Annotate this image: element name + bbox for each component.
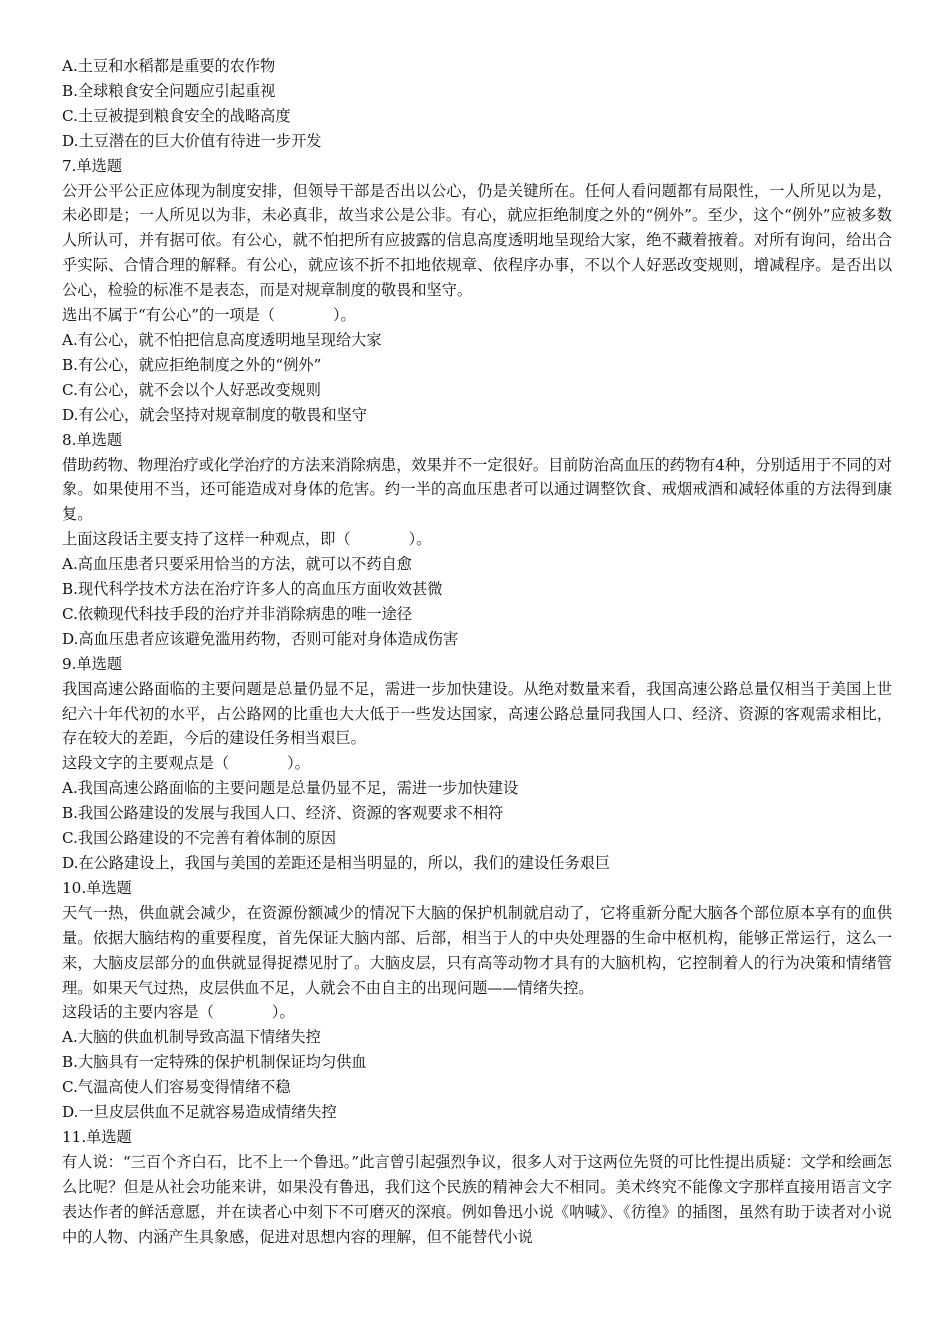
question-7: [62, 154, 892, 428]
option-c: C.我国公路建设的不完善有着体制的原因: [62, 829, 337, 848]
question-stem: 这段文字的主要观点是（ ）。: [62, 754, 310, 773]
option-b: B.现代科学技术方法在治疗许多人的高血压方面收效甚微: [62, 580, 443, 599]
option-d: D.有公心，就会坚持对规章制度的敬畏和坚守: [62, 405, 368, 424]
option-c: C.依赖现代科技手段的治疗并非消除病患的唯一途径: [62, 604, 413, 623]
question-passage: 天气一热，供血就会减少，在资源份额减少的情况下大脑的保护机制就启动了，它将重新分配大脑各个部位原本享有的血供量。依据大脑结构的重要程度，首先保证大脑内部、后部，相当于人的中央处理器的生命中枢机构，能够正常运行，这么一来，大脑皮层部分的血供就显得捉襟见肘了。大脑皮层，只有高等动物才具有的大脑机构，它控制着人的行为决策和情绪管理。如果天气过热，皮层供血不足，人就会不由自主的出现问题——情绪失控。: [62, 903, 892, 997]
option-a: A.我国高速公路面临的主要问题是总量仍显不足，需进一步加快建设: [62, 779, 519, 798]
question-header: 11.单选题: [62, 1127, 132, 1146]
question-passage: 我国高速公路面临的主要问题是总量仍显不足，需进一步加快建设。从绝对数量来看，我国高速公路总量仅相当于美国上世纪六十年代初的水平，占公路网的比重也大大低于一些发达国家，高速公路总量同我国人口、经济、资源的客观需求相比，存在较大的差距，今后的建设任务相当艰巨。: [62, 679, 892, 748]
option-a: A.高血压患者只要采用恰当的方法，就可以不药自愈: [62, 555, 412, 574]
option-b: B.全球粮食安全问题应引起重视: [62, 81, 276, 100]
question-header: 9.单选题: [62, 654, 123, 673]
option-c: C.有公心，就不会以个人好恶改变规则: [62, 380, 321, 399]
question-passage: 公开公平公正应体现为制度安排，但领导干部是否出以公心，仍是关键所在。任何人看问题都有局限性，一人所见以为是，未必即是；一人所见以为非，未必真非，故当求公是公非。有心，就应拒绝制度之外的“例外”。至少，这个“例外”应被多数人所认可，并有据可依。有公心，就不怕把所有应披露的信息高度透明地呈现给大家，绝不藏着掖着。对所有询问，给出合乎实际、合情合理的解释。有公心，就应该不折不扣地依规章、依程序办事，不以个人好恶改变规则，增减程序。是否出以公心，检验的标准不是表态，而是对规章制度的敬畏和坚守。: [62, 181, 892, 300]
question-passage: 有人说：“三百个齐白石，比不上一个鲁迅。”此言曾引起强烈争议，很多人对于这两位先贤的可比性提出质疑：文学和绘画怎么比呢？但是从社会功能来讲，如果没有鲁迅，我们这个民族的精神会大不相同。美术终究不能像文字那样直接用语言文字表达作者的鲜活意愿，并在读者心中刻下不可磨灭的深痕。例如鲁迅小说《呐喊》、《彷徨》的插图，虽然有助于读者对小说中的人物、内涵产生具象感，促进对思想内容的理解，但不能替代小说: [62, 1152, 892, 1246]
option-c: C.气温高使人们容易变得情绪不稳: [62, 1078, 291, 1097]
option-d: D.在公路建设上，我国与美国的差距还是相当明显的，所以，我们的建设任务艰巨: [62, 854, 611, 872]
option-b: B.大脑具有一定特殊的保护机制保证均匀供血: [62, 1053, 367, 1072]
option-a: A.有公心，就不怕把信息高度透明地呈现给大家: [62, 330, 382, 349]
option-b: B.我国公路建设的发展与我国人口、经济、资源的客观要求不相符: [62, 804, 504, 823]
option-d: D.高血压患者应该避免滥用药物，否则可能对身体造成伤害: [62, 629, 459, 648]
question-8: [62, 428, 892, 652]
document-page: [62, 54, 892, 1250]
question-11: [62, 1125, 892, 1250]
question-9: [62, 652, 892, 876]
option-d: D.一旦皮层供血不足就容易造成情绪失控: [62, 1103, 337, 1122]
question-stem: 选出不属于“有公心”的一项是（ ）。: [62, 306, 356, 325]
question-header: 7.单选题: [62, 156, 123, 175]
option-a: A.大脑的供血机制导致高温下情绪失控: [62, 1028, 321, 1047]
question-stem: 上面这段话主要支持了这样一种观点，即（ ）。: [62, 530, 432, 549]
question-6-options: [62, 54, 892, 154]
option-a: A.土豆和水稻都是重要的农作物: [62, 57, 276, 75]
option-d: D.土豆潜在的巨大价值有待进一步开发: [62, 131, 322, 150]
question-header: 10.单选题: [62, 878, 132, 897]
question-10: [62, 876, 892, 1125]
option-b: B.有公心，就应拒绝制度之外的“例外”: [62, 355, 322, 374]
question-passage: 借助药物、物理治疗或化学治疗的方法来消除病患，效果并不一定很好。目前防治高血压的药物有4种，分别适用于不同的对象。如果使用不当，还可能造成对身体的危害。约一半的高血压患者可以通过调整饮食、戒烟戒酒和减轻体重的方法得到康复。: [62, 455, 892, 524]
option-c: C.土豆被提到粮食安全的战略高度: [62, 106, 291, 125]
question-stem: 这段话的主要内容是（ ）。: [62, 1003, 295, 1022]
question-header: 8.单选题: [62, 430, 123, 449]
